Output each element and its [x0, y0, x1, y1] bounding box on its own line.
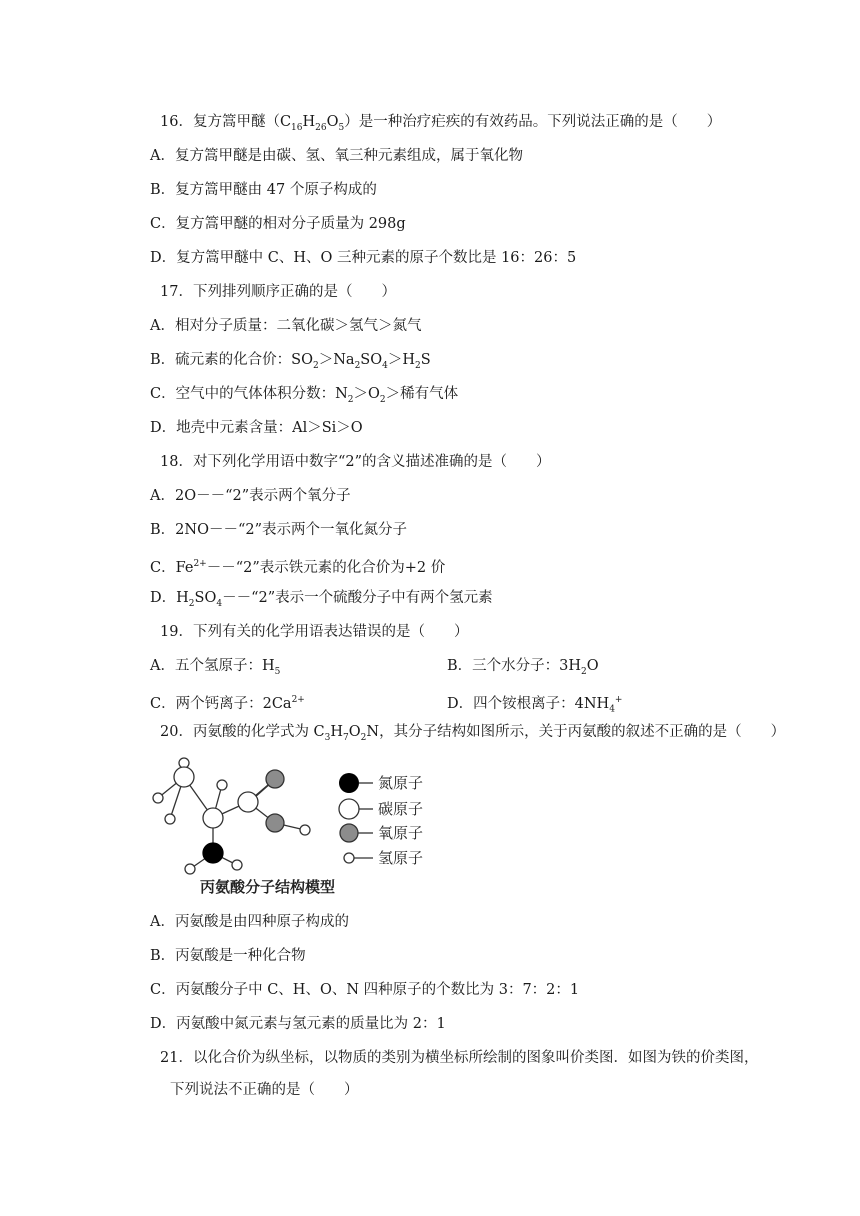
q16-option-d: D．复方篙甲醚中 C、H、O 三种元素的原子个数比是 16：26：5	[150, 250, 577, 266]
nitrogen-legend-icon	[339, 773, 359, 793]
question-17-stem: 17．下列排列顺序正确的是（ ）	[160, 284, 396, 300]
oxygen-legend-icon	[340, 824, 358, 842]
q20-option-d: D．丙氨酸中氮元素与氢元素的质量比为 2：1	[150, 1016, 446, 1032]
q20-option-b: B．丙氨酸是一种化合物	[150, 948, 306, 964]
legend-label-carbon: 碳原子	[378, 800, 424, 818]
oxygen-atom	[266, 770, 284, 788]
q19-option-c: C．两个钙离子：$2Ca^{2+}$	[150, 695, 305, 712]
q17-option-d: D．地壳中元素含量：Al＞Si＞O	[150, 420, 363, 436]
question-20-stem: 20．丙氨酸的化学式为 $C_3H_7O_2N$，其分子结构如图所示，关于丙氨酸的叙述不正确的是（ ）	[160, 724, 786, 743]
hydrogen-atom	[300, 825, 310, 835]
hydrogen-legend-icon	[344, 853, 354, 863]
question-21-stem: 21．以化合价为纵坐标，以物质的类别为横坐标所绘制的图象叫价类图．如图为铁的价类图，	[160, 1050, 759, 1066]
question-16-stem: 16．复方篙甲醚$(C_{16}H_{26}O_5)$是一种治疗疟疾的有效药品。下列说法正确的是（ ）	[160, 114, 722, 133]
q16-option-b: B．复方篙甲醚由 47 个原子构成的	[150, 182, 377, 198]
q17-option-b: B．硫元素的化合价：$SO_2>Na_2SO_4>H_2S$	[150, 352, 431, 371]
q16-option-c: C．复方篙甲醚的相对分子质量为 298g	[150, 216, 406, 232]
carbon-legend-icon	[339, 799, 359, 819]
figure-caption: 丙氨酸分子结构模型	[200, 878, 336, 896]
legend-label-oxygen: 氧原子	[378, 824, 424, 842]
carbon-atom	[174, 767, 194, 787]
q19-option-d: D．四个铵根离子：$4NH_4^+$	[447, 695, 623, 715]
q18-option-a: A．2O－－“2”表示两个氧分子	[150, 488, 351, 504]
q18-option-b: B．2NO－－“2”表示两个一氧化氮分子	[150, 522, 408, 538]
q19-option-b: B．三个水分子：$3H_2O$	[447, 658, 599, 677]
q20-option-a: A．丙氨酸是由四种原子构成的	[150, 914, 349, 930]
hydrogen-atom	[185, 864, 195, 874]
q18-option-c: C．$Fe^{2+}--“2$”表示铁元素的化合价为+2 价	[150, 559, 446, 576]
q17-option-a: A．相对分子质量：二氧化碳＞氢气＞氮气	[150, 318, 422, 334]
q17-option-c: C．空气中的气体体积分数：$N_2>O_2>$稀有气体	[150, 386, 459, 405]
question-18-stem: 18．对下列化学用语中数字“2”的含义描述准确的是（ ）	[160, 454, 551, 470]
hydrogen-atom	[217, 780, 227, 790]
question-21-stem-cont: 下列说法不正确的是（ ）	[170, 1082, 359, 1098]
hydrogen-atom	[165, 814, 175, 824]
hydrogen-atom	[153, 793, 163, 803]
legend-label-hydrogen: 氢原子	[378, 849, 424, 867]
q18-option-d: D．$H_2SO_4--“2$”表示一个硫酸分子中有两个氢元素	[150, 590, 493, 609]
legend	[339, 773, 423, 867]
carbon-atom	[238, 792, 258, 812]
question-19-stem: 19．下列有关的化学用语表达错误的是（ ）	[160, 624, 469, 640]
q19-option-a: A．五个氢原子：$H_5$	[150, 658, 281, 677]
legend-label-nitrogen: 氮原子	[378, 774, 424, 792]
q16-option-a: A．复方篙甲醚是由碳、氢、氧三种元素组成，属于氧化物	[150, 148, 523, 164]
nitrogen-atom	[203, 843, 223, 863]
oxygen-atom	[266, 814, 284, 832]
q20-option-c: C．丙氨酸分子中 C、H、O、N 四种原子的个数比为 3：7：2：1	[150, 982, 580, 998]
carbon-atom	[203, 808, 223, 828]
hydrogen-atom	[232, 860, 242, 870]
